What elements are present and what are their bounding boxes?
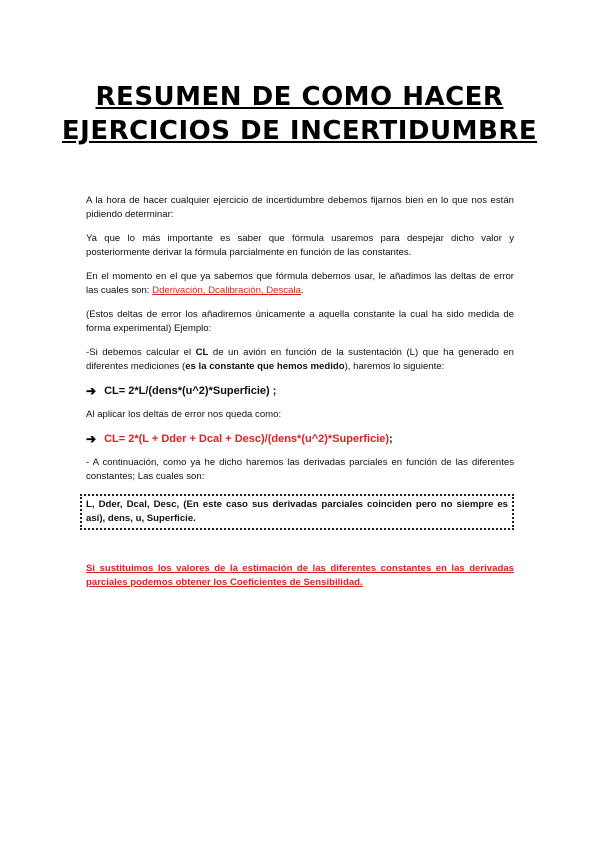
example-bold-d: es la constante que hemos medido (185, 361, 345, 372)
formula-2-text: CL= 2*(L + Dder + Dcal + Desc)/(dens*(u^2)*Superficie) (104, 433, 390, 445)
formula-1 (86, 384, 514, 398)
example-text-a: -Si debemos calcular el (86, 347, 196, 358)
paragraph-conclusion: Si sustituimos los valores de la estimación de las diferentes constantes en las derivadas parciales podemos obtener los Coeficientes de Sensibilidad. (86, 563, 514, 588)
example-cl: CL (195, 347, 209, 358)
paragraph-derivatives: - A continuación, como ya he dicho haremos las derivadas parciales en función de las diferentes constantes; Las cuales son: (86, 457, 514, 482)
arrow-right-icon: ➔ (86, 432, 97, 446)
paragraph-apply: Al aplicar los deltas de error nos queda como: (86, 409, 282, 420)
constants-box: L, Dder, Dcal, Desc, (En este caso sus derivadas parciales coinciden pero no siempre es así), dens, u, Superficie. (80, 494, 514, 530)
paragraph-note: (Estos deltas de error los añadiremos únicamente a aquella constante la cual ha sido medida de forma experimental) Ejemplo: (86, 309, 514, 334)
document-title (60, 80, 539, 148)
example-text-c: de un avión en función de la sustentación (L) que ha generado en diferentes mediciones ( (86, 347, 514, 372)
deltas-text: En el momento en el que ya sabemos que fórmula debemos usar, le añadimos las deltas de error las cuales son: (86, 271, 514, 296)
document-body (86, 194, 514, 600)
deltas-link[interactable]: Dderivación, Dcalibración, Descala (152, 285, 301, 296)
paragraph-deltas (86, 270, 514, 298)
formula-2-end: ; (389, 433, 393, 445)
formula-2 (86, 432, 514, 446)
deltas-end: . (300, 285, 304, 296)
title-line-1: RESUMEN DE COMO HACER (95, 82, 504, 112)
paragraph-example (86, 346, 514, 374)
arrow-right-icon: ➔ (86, 384, 97, 398)
paragraph-intro: A la hora de hacer cualquier ejercicio de incertidumbre debemos fijarnos bien en lo que nos están pidiendo determinar: (86, 195, 514, 220)
formula-1-text: CL= 2*L/(dens*(u^2)*Superficie) ; (104, 385, 277, 397)
title-line-2: EJERCICIOS DE INCERTIDUMBRE (61, 116, 538, 146)
example-text-e: ), haremos lo siguiente: (344, 361, 445, 372)
paragraph-importance: Ya que lo más importante es saber que fórmula usaremos para despejar dicho valor y posteriormente derivar la fórmula parcialmente en función de las constantes. (86, 233, 514, 258)
